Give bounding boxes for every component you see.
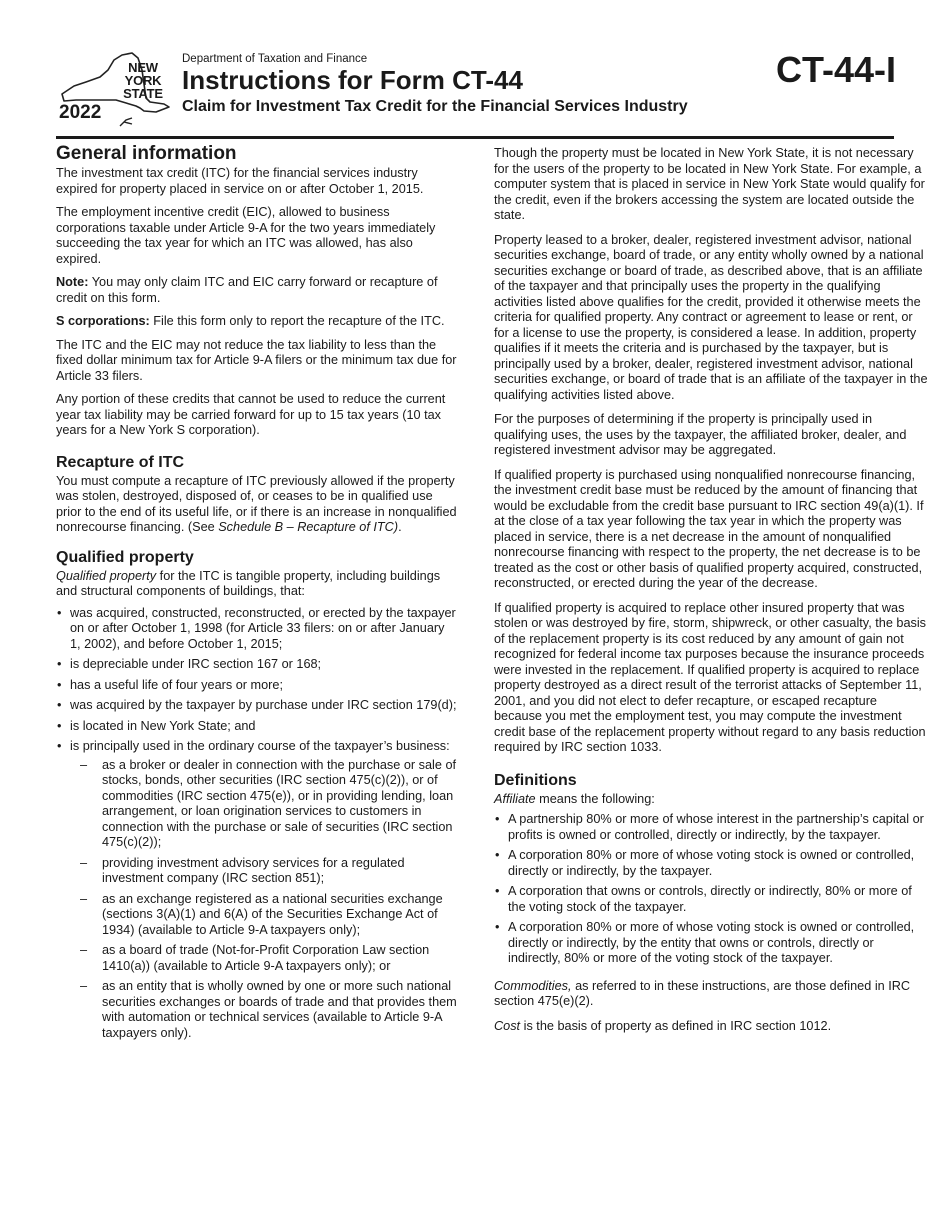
paragraph: For the purposes of determining if the property is principally used in qualifying uses, the uses by the taxpayer, the affiliated broker, dealer, and registered investment advisor may be aggregated. [494, 412, 907, 457]
page-title: Instructions for Form CT-44 [182, 65, 523, 95]
paragraph: The employment incentive credit (EIC), allowed to business corporations taxable under Article 9-A for the two years immediately succeeding the tax year for which an ITC was allowed, has also expired. [56, 205, 436, 266]
list-item: • is depreciable under IRC section 167 or 168; [56, 657, 458, 673]
paragraph: Property leased to a broker, dealer, registered investment advisor, national securities exchange, board of trade, or any entity wholly owned by a national securities exchange or board of trade, as described above, that is an affiliate of the taxpayer and that principally uses the property in the qualifying activities listed above qualifies for the credit, provided it otherwise meets the criteria for qualified property. Any contract or agreement to lease or rent, or for a license to use the property, is considered a lease. In addition, property qualifies if it meets the criteria and is purchased by the taxpayer, but is principally used by a broker, dealer, registered investment advisor, national securities exchange, or board of trade that is an affiliate of the taxpayer in the qualifying activities listed above. [494, 232, 928, 402]
header-divider [56, 136, 894, 139]
list-item: • was acquired, constructed, reconstructed, or erected by the taxpayer on or after October 1, 1998 (for Article 33 filers: on or after January 1, 2002), and before October 1, 2015; [56, 606, 458, 653]
list-item-text: is principally used in the ordinary course of the taxpayer’s business: [70, 739, 450, 753]
qualified-property-heading: Qualified property [56, 548, 194, 566]
note-paragraph [56, 275, 458, 306]
general-information-heading: General information [56, 143, 237, 164]
affiliate-intro [494, 792, 928, 808]
list-item: • is located in New York State; and [56, 719, 458, 735]
cost-term: Cost [494, 1018, 521, 1033]
s-corporations-paragraph [56, 314, 458, 330]
page-header [56, 46, 896, 136]
form-code: CT-44-I [775, 49, 896, 90]
cost-text: is the basis of property as defined in IRC section 1012. [520, 1018, 832, 1033]
left-column [56, 143, 458, 1046]
affiliate-list [494, 812, 928, 967]
sublist-item: – as an exchange registered as a national securities exchange (sections 3(A)(1) and 6(A) of the Securities Exchange Act of 1934) (available to Article 9-A taxpayers only); [70, 892, 458, 939]
qualified-term: Qualified property [56, 568, 157, 583]
note-text: You may only claim ITC and EIC carry forward or recapture of credit on this form. [56, 275, 438, 305]
list-item: • A corporation 80% or more of whose voting stock is owned or controlled, directly or indirectly, by the entity that owns or controls, directly or indirectly, 80% or more of the voting stock of the taxpayer. [494, 920, 928, 967]
qualified-intro-text: for the ITC is tangible property, including buildings and structural components of buildings, that: [56, 568, 441, 598]
affiliate-intro-text: means the following: [535, 791, 655, 806]
sublist-item: – as a broker or dealer in connection with the purchase or sale of stocks, bonds, other securities (IRC section 475(c)(2)), or of commodities (IRC section 475(e)), or in providing lending, loan arrangement, or loan origination services to customers in connection with the purchase or sale of securities (IRC section 475(c)(2)); [70, 758, 458, 851]
right-column [494, 146, 928, 1043]
logo-wordmark: NEW YORK STATE [123, 60, 163, 101]
department-name: Department of Taxation and Finance [182, 53, 368, 65]
paragraph: Though the property must be located in New York State, it is not necessary for the users of the property to be located in New York State. For example, a computer system that is placed in service in New York State would qualify for the credit, even if the brokers accessing the system are located outside the state. [494, 146, 925, 222]
schedule-b-reference: Schedule B – Recapture of ITC) [218, 520, 399, 534]
recapture-end: . [398, 520, 402, 534]
list-item: • A corporation that owns or controls, directly or indirectly, 80% or more of the voting stock of the taxpayer. [494, 884, 928, 915]
sublist-item: – providing investment advisory services for a regulated investment company (IRC section 851); [70, 856, 458, 887]
recapture-heading: Recapture of ITC [56, 453, 185, 471]
nys-logo [56, 50, 176, 130]
s-corporations-label: S corporations: [56, 314, 150, 328]
list-item: • A corporation 80% or more of whose voting stock is owned or controlled, directly or indirectly, by the taxpayer. [494, 848, 928, 879]
recapture-text: You must compute a recapture of ITC previously allowed if the property was stolen, destroyed, disposed of, or ceases to be in qualified use prior to the end of its useful life, or if there is an increase in nonqualified nonrecourse financing. (See [56, 473, 457, 534]
cost-definition [494, 1019, 928, 1035]
recapture-paragraph [56, 474, 458, 536]
list-item: • A partnership 80% or more of whose interest in the partnership’s capital or profits is owned or controlled, directly or indirectly, by the taxpayer. [494, 812, 928, 843]
list-item [56, 739, 458, 1041]
note-label: Note: [56, 275, 89, 289]
page-subtitle: Claim for Investment Tax Credit for the Financial Services Industry [182, 98, 688, 115]
paragraph: If qualified property is purchased using nonqualified nonrecourse financing, the investment credit base must be reduced by the amount of financing that would be excludable from the credit base pursuant to IRC section 49(a)(1). If at the close of a tax year following the tax year in which the property was placed in service, there is a net decrease in the amount of nonqualified nonrecourse financing with respect to the property, the net decrease is to be treated as the cost or other basis of qualified property acquired, constructed, reconstructed, or erected during the year of the decrease. [494, 467, 924, 590]
commodities-definition [494, 979, 928, 1010]
commodities-term: Commodities, [494, 978, 572, 993]
list-item: • was acquired by the taxpayer by purchase under IRC section 179(d); [56, 698, 458, 714]
business-use-sublist [70, 758, 458, 1042]
list-item: • has a useful life of four years or more; [56, 678, 458, 694]
paragraph: Any portion of these credits that cannot be used to reduce the current year tax liability may be carried forward for up to 15 tax years (10 tax years for a New York S corporation). [56, 392, 446, 437]
sublist-item: – as an entity that is wholly owned by one or more such national securities exchanges or boards of trade and that provides them with automation or technical services (available to Article 9-A taxpayers only). [70, 979, 458, 1041]
qualified-intro [56, 569, 458, 600]
definitions-heading: Definitions [494, 771, 577, 789]
qualified-criteria-list [56, 606, 458, 1042]
logo-year: 2022 [59, 102, 102, 123]
affiliate-term: Affiliate [494, 791, 536, 806]
paragraph: The ITC and the EIC may not reduce the tax liability to less than the fixed dollar minimum tax for Article 9-A filers or the minimum tax due for Article 33 filers. [56, 337, 457, 383]
s-corporations-text: File this form only to report the recapture of the ITC. [149, 314, 445, 328]
sublist-item: – as a board of trade (Not-for-Profit Corporation Law section 1410(a)) (available to Article 9-A taxpayers only); or [70, 943, 458, 974]
paragraph: The investment tax credit (ITC) for the financial services industry expired for property placed in service on or after October 1, 2015. [56, 166, 424, 196]
paragraph: If qualified property is acquired to replace other insured property that was stolen or was destroyed by fire, storm, shipwreck, or other casualty, the basis of the replacement property is its cost reduced by any amount of gain not recognized for federal income tax purposes because the insurance proceeds were invested in the replacement. If qualified property is acquired to replace property destroyed as a direct result of the terrorist attacks of September 11, 2001, and you did not elect to defer recapture, or escaped recapture because you met the employment test, you may compute the investment credit base of the replacement property without regard to any basis reduction required by IRC section 1033. [494, 600, 927, 754]
commodities-text: as referred to in these instructions, are those defined in IRC section 475(e)(2). [494, 978, 911, 1008]
